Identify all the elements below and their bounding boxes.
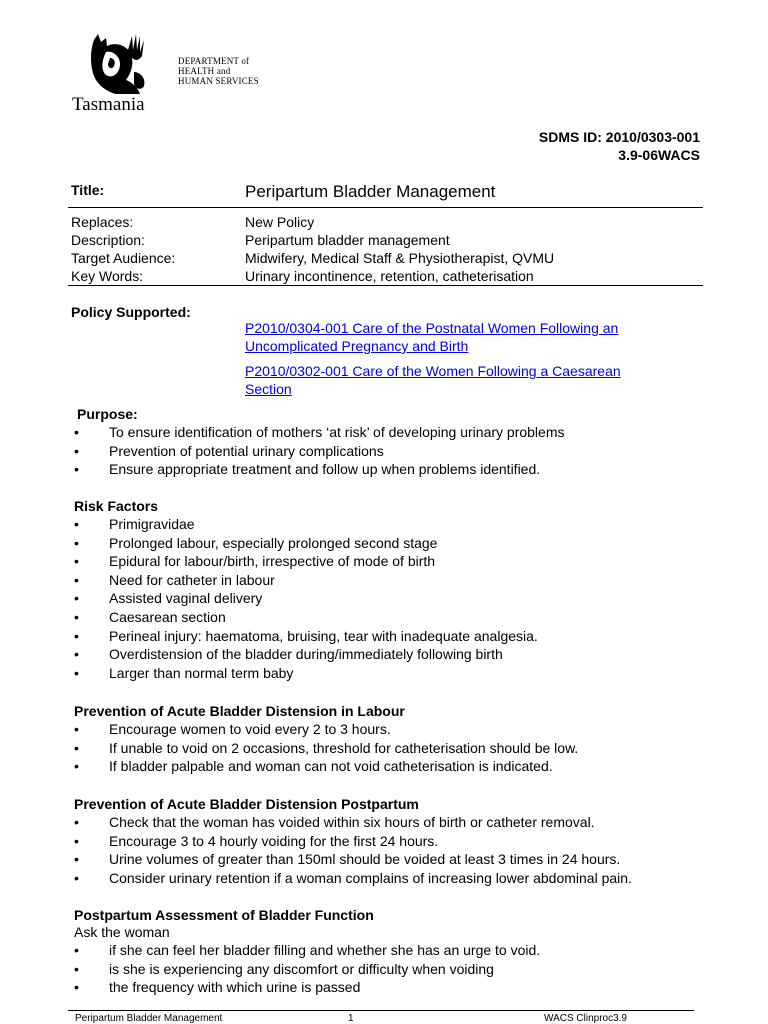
list-item: • Check that the woman has voided within six hours of birth or catheter removal. <box>71 813 731 832</box>
policy-link-line[interactable]: P2010/0302-001 Care of the Women Following a Caesarean <box>245 363 621 379</box>
labour-prevention-list <box>71 720 711 776</box>
list-item: • Ensure appropriate treatment and follow up when problems identified. <box>71 460 711 479</box>
metadata-label: Target Audience: <box>71 250 176 266</box>
list-item: • the frequency with which urine is passed <box>71 978 711 997</box>
dept-line: HUMAN SERVICES <box>178 76 259 86</box>
purpose-heading: Purpose: <box>77 406 138 422</box>
list-item: • Prolonged labour, especially prolonged second stage <box>71 534 711 553</box>
tasmania-logo <box>68 32 168 116</box>
metadata-label: Key Words: <box>71 268 144 284</box>
policy-link-line[interactable]: P2010/0304-001 Care of the Postnatal Women Following an <box>245 320 619 336</box>
assessment-list <box>71 941 711 997</box>
footer-left: Peripartum Bladder Management <box>75 1013 223 1024</box>
purpose-list <box>71 423 711 479</box>
list-item: • Caesarean section <box>71 608 711 627</box>
metadata-table <box>71 213 703 285</box>
metadata-row <box>71 213 703 231</box>
risk-factors-list <box>71 515 711 682</box>
risk-factors-heading: Risk Factors <box>74 498 159 514</box>
assessment-intro: Ask the woman <box>74 924 170 940</box>
metadata-value: Urinary incontinence, retention, catheterisation <box>245 268 534 284</box>
document-id-block <box>539 128 700 164</box>
labour-prevention-section <box>71 702 711 776</box>
metadata-value: New Policy <box>245 214 315 230</box>
list-item: • Prevention of potential urinary complications <box>71 442 711 461</box>
postpartum-prevention-section <box>71 795 731 887</box>
labour-prevention-heading: Prevention of Acute Bladder Distension in Labour <box>74 703 405 719</box>
assessment-section <box>71 906 711 997</box>
postpartum-prevention-list <box>71 813 731 887</box>
metadata-row <box>71 249 703 267</box>
assessment-heading: Postpartum Assessment of Bladder Function <box>74 907 374 923</box>
list-item: • Urine volumes of greater than 150ml should be voided at least 3 times in 24 hours. <box>71 850 731 869</box>
dept-line: DEPARTMENT of <box>178 56 250 66</box>
list-item: • Assisted vaginal delivery <box>71 589 711 608</box>
policy-link-line[interactable]: Section <box>245 381 292 397</box>
list-item: • Consider urinary retention if a woman complains of increasing lower abdominal pain. <box>71 869 731 888</box>
list-item: • Overdistension of the bladder during/immediately following birth <box>71 645 711 664</box>
purpose-section <box>71 405 711 479</box>
list-item: • Epidural for labour/birth, irrespective of mode of birth <box>71 552 711 571</box>
list-item: • Encourage women to void every 2 to 3 hours. <box>71 720 711 739</box>
list-item: • Larger than normal term baby <box>71 664 711 683</box>
list-item: • Encourage 3 to 4 hourly voiding for the first 24 hours. <box>71 832 731 851</box>
list-item: • Primigravidae <box>71 515 711 534</box>
list-item: • To ensure identification of mothers ‘at risk’ of developing urinary problems <box>71 423 711 442</box>
list-item: • if she can feel her bladder filling and whether she has an urge to void. <box>71 941 711 960</box>
footer-divider <box>68 1010 694 1011</box>
metadata-value: Midwifery, Medical Staff & Physiotherapist, QVMU <box>245 250 555 266</box>
metadata-row <box>71 267 703 285</box>
list-item: • is she is experiencing any discomfort or difficulty when voiding <box>71 960 711 979</box>
list-item: • Need for catheter in labour <box>71 571 711 590</box>
policy-link-line[interactable]: Uncomplicated Pregnancy and Birth <box>245 338 469 354</box>
policy-supported-label: Policy Supported: <box>71 304 191 320</box>
state-name: Tasmania <box>72 94 145 115</box>
tasmanian-devil-emblem-icon <box>76 32 166 102</box>
title-label: Title: <box>71 182 105 198</box>
metadata-value: Peripartum bladder management <box>245 232 450 248</box>
footer-right: WACS Clinproc3.9 <box>544 1013 627 1024</box>
risk-factors-section <box>71 497 711 682</box>
postpartum-prevention-heading: Prevention of Acute Bladder Distension Postpartum <box>74 796 419 812</box>
policy-link-1[interactable] <box>245 319 618 355</box>
metadata-row <box>71 231 703 249</box>
policy-link-2[interactable] <box>245 362 621 398</box>
department-name <box>178 56 259 86</box>
list-item: • If unable to void on 2 occasions, threshold for catheterisation should be low. <box>71 739 711 758</box>
list-item: • Perineal injury: haematoma, bruising, tear with inadequate analgesia. <box>71 627 711 646</box>
dept-line: HEALTH and <box>178 66 231 76</box>
document-title: Peripartum Bladder Management <box>245 182 496 201</box>
metadata-label: Replaces: <box>71 214 134 230</box>
sdms-id: SDMS ID: 2010/0303-001 <box>538 129 700 145</box>
metadata-label: Description: <box>71 232 145 248</box>
metadata-divider <box>68 285 703 286</box>
title-divider <box>68 207 703 208</box>
page-number: 1 <box>348 1013 354 1024</box>
list-item: • If bladder palpable and woman can not void catheterisation is indicated. <box>71 757 711 776</box>
document-code: 3.9-06WACS <box>618 147 700 163</box>
